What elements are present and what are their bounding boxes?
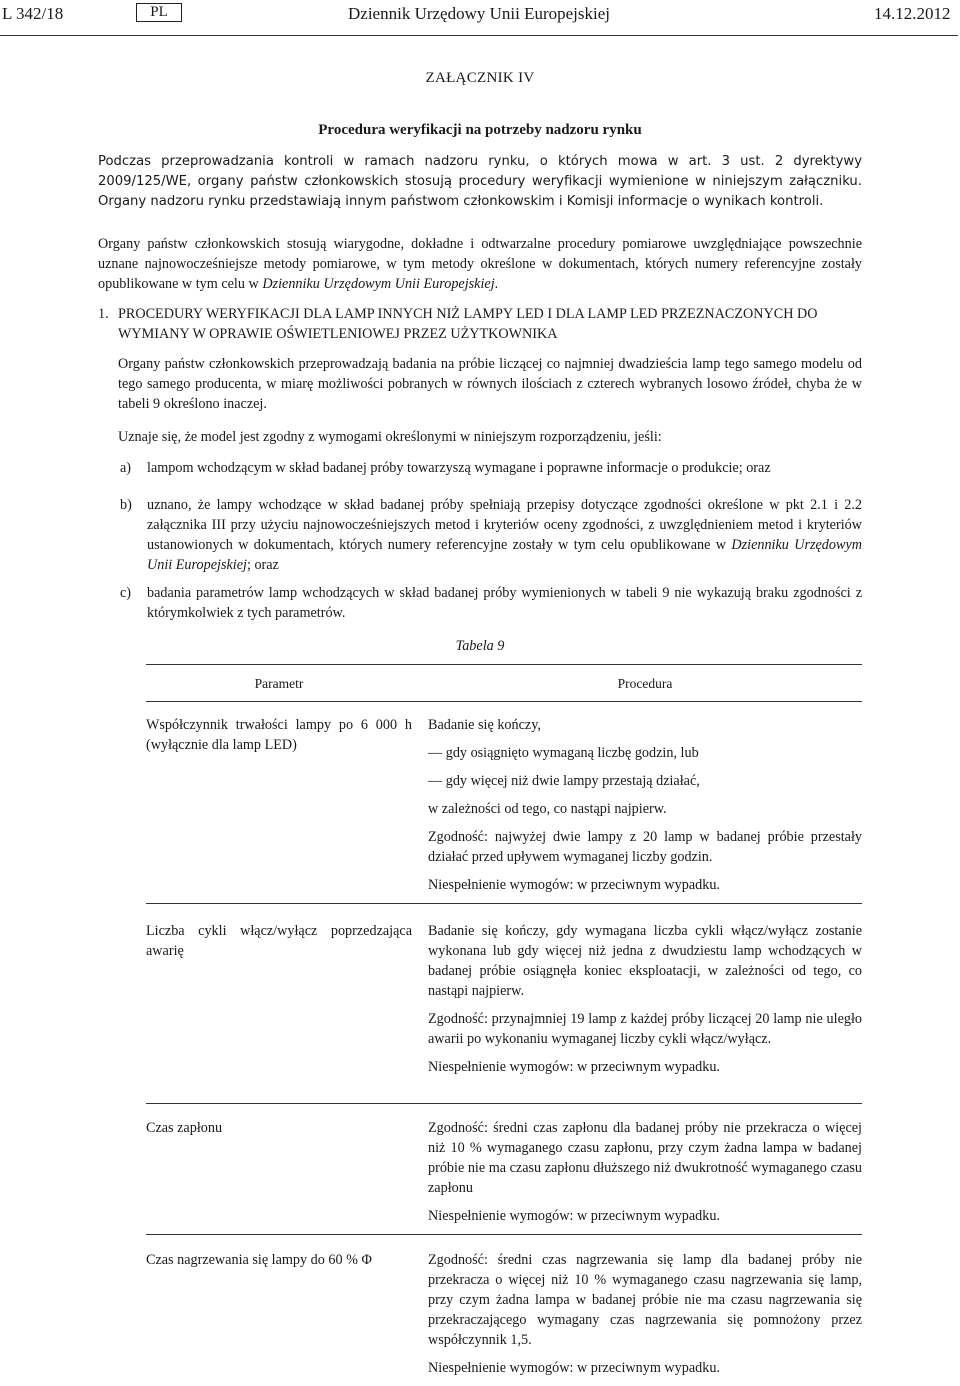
section-number: 1. [98, 306, 109, 322]
document-title: Procedura weryfikacji na potrzeby nadzoru rynku [318, 122, 642, 138]
table-top-rule [146, 664, 862, 665]
table-row-3-procedure: Zgodność: średni czas zapłonu dla badanej próby nie przekracza o więcej niż 10 % wymaganego czasu zapłonu, przy czym żadna lampa w badanej próbie nie ma czasu zapłonu dłuższego niż dwukrotność wymaganego czasu zapłonu Niespełnienie wymogów: w przeciwnym wypadku. [428, 1120, 862, 1224]
intro-paragraph-2: Organy państw członkowskich stosują wiarygodne, dokładne i odtwarzalne procedury pomiarowe uwzględniające powszechnie uznane najnowocześniejsze metody pomiarowe, w tym metody określone w dokumentach, których numery referencyjne zostały opublikowane w tym celu w Dzienniku Urzędowym Unii Europejskiej. [98, 236, 862, 292]
journal-reference: Dzienniku Urzędowym Unii Europejskiej [262, 276, 495, 292]
sample-paragraph: Organy państw członkowskich przeprowadzają badania na próbie liczącej co najmniej dwadzieścia lamp tego samego modelu od tego samego producenta, w miarę możliwości pobranych w równych ilościach z czterech wybranych losowo źródeł, chyba że w tabeli 9 określono inaczej. [118, 356, 862, 412]
page-header [0, 4, 960, 30]
table-row-4-parameter: Czas nagrzewania się lampy do 60 % Φ [146, 1252, 372, 1268]
column-header-procedura: Procedura [617, 676, 673, 691]
journal-name: Dziennik Urzędowy Unii Europejskiej [348, 4, 611, 23]
list-item: — gdy osiągnięto wymaganą liczbę godzin, lub [428, 745, 699, 761]
table-row-4-procedure: Zgodność: średni czas nagrzewania się lamp dla badanej próby nie przekracza o więcej niż 10 % wymaganego czasu nagrzewania się lamp, przy czym żadna lampa w badanej próbie nie ma czasu nagrzewania się przekraczającego wymagany czas nagrzewania się pomnożony przez współczynnik 1,5. Niespełnienie wymogów: w przeciwnym wypadku. [428, 1252, 862, 1376]
column-header-parametr: Parametr [254, 676, 304, 691]
section-heading [98, 304, 862, 344]
table-row-1-parameter: Współczynnik trwałości lampy po 6 000 h (wyłącznie dla lamp LED) [146, 717, 412, 753]
section-title: PROCEDURY WERYFIKACJI DLA LAMP INNYCH NIŻ LAMPY LED I DLA LAMP LED PRZEZNACZONYCH DO WYMIANY W OPRAWIE OŚWIETLENIOWEJ PRZEZ UŻYTKOWNIKA [118, 306, 818, 342]
table-row-rule [146, 1234, 862, 1235]
header-divider [0, 35, 958, 36]
table-header-rule [146, 701, 862, 702]
table-row-rule [146, 1103, 862, 1104]
table-row-2-procedure: Badanie się kończy, gdy wymagana liczba cykli włącz/wyłącz zostanie wykonana lub gdy więcej niż jedna z dwudziestu lamp wchodzących w badanej próbie osiągnęła koniec eksploatacji, w zależności od tego, co nastąpi najpierw. Zgodność: przynajmniej 19 lamp z każdej próby liczącej 20 lamp nie uległo awarii po wykonaniu wymaganej liczby cykli włącz/wyłącz. Niespełnienie wymogów: w przeciwnym wypadku. [428, 923, 862, 1075]
table-row-3-parameter: Czas zapłonu [146, 1120, 223, 1136]
intro-paragraph-1: Podczas przeprowadzania kontroli w ramach nadzoru rynku, o których mowa w art. 3 ust. 2 dyrektywy 2009/125/WE, organy państw członkowskich stosują procedury weryfikacji wymienione w niniejszym załączniku. Organy nadzoru rynku przedstawiają innym państwom członkowskim i Komisji informacje o wynikach kontroli. [98, 154, 862, 209]
condition-c: c) badania parametrów lamp wchodzących w skład badanej próby wymienionych w tabeli 9 nie wykazują braku zgodności z którymkolwiek z tych parametrów. [120, 585, 862, 621]
condition-a: a) lampom wchodzącym w skład badanej próby towarzyszą wymagane i poprawne informacje o produkcie; oraz [120, 460, 771, 476]
table-caption: Tabela 9 [455, 638, 505, 654]
table-row-rule [146, 903, 862, 904]
list-item: — gdy więcej niż dwie lampy przestają działać, [428, 773, 700, 789]
condition-b: b) uznano, że lampy wchodzące w skład badanej próby spełniają przepisy dotyczące zgodności określone w pkt 2.1 i 2.2 załącznika III przy użyciu najnowocześniejszych metod i kryteriów oceny zgodności, z uwzględnieniem metod i kryteriów ustanowionych w dokumentach, których numery referencyjne zostały w tym celu opublikowane w Dzienniku Urzędowym Unii Europejskiej; oraz [120, 497, 862, 573]
table-row-2-parameter: Liczba cykli włącz/wyłącz poprzedzająca awarię [146, 923, 412, 959]
journal-reference: Dzienniku Urzędowym Unii Europejskiej [147, 537, 862, 573]
table-row-1-procedure: Badanie się kończy, — gdy osiągnięto wymaganą liczbę godzin, lub — gdy więcej niż dwie lampy przestają działać, w zależności od tego, co nastąpi najpierw. Zgodność: najwyżej dwie lampy z 20 lamp w badanej próbie przestały działać przed upływem wymaganej liczby godzin. Niespełnienie wymogów: w przeciwnym wypadku. [428, 717, 862, 893]
publication-date: 14.12.2012 [874, 4, 951, 23]
page-reference: L 342/18 [2, 4, 64, 23]
language-badge: PL [136, 3, 182, 22]
compliance-intro: Uznaje się, że model jest zgodny z wymogami określonymi w niniejszym rozporządzeniu, jeśli: [118, 429, 662, 445]
annex-heading: ZAŁĄCZNIK IV [425, 70, 535, 86]
